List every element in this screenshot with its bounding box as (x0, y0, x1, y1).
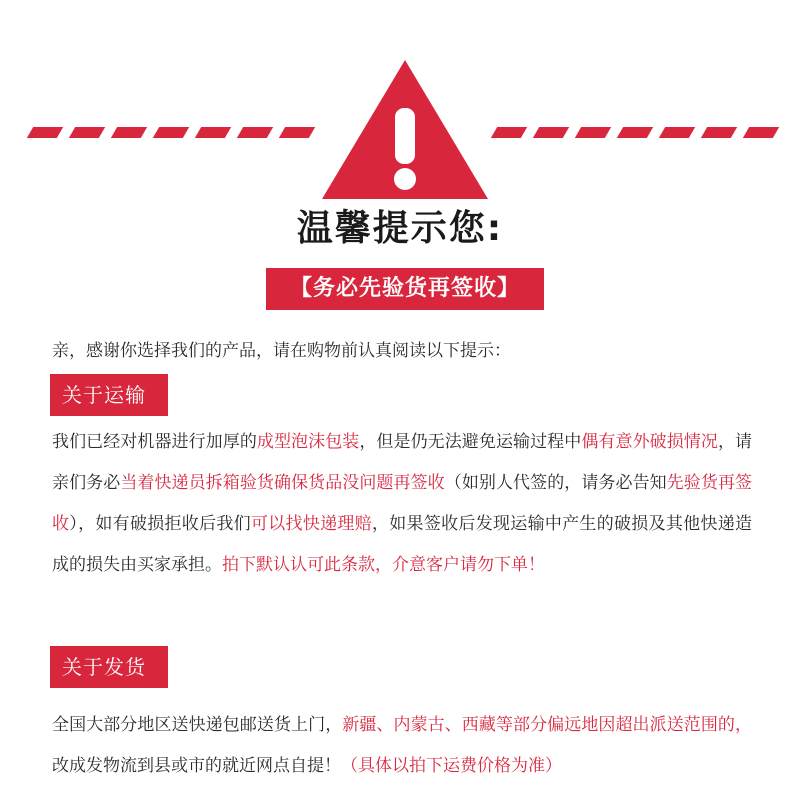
text-segment: （如别人代签的，请务必告知 (444, 473, 667, 493)
text-segment: ，请亲们务必 (52, 432, 753, 493)
text-segment: ，但是仍无法避免运输过程中 (359, 432, 582, 452)
delivery-paragraph (52, 705, 752, 787)
section-label-delivery: 关于发货 (50, 646, 168, 688)
highlight-segment: 拍下默认认可此条款，介意客户请勿下单！ (222, 555, 545, 575)
exclamation-dot (394, 168, 416, 190)
highlight-segment: 可以找快递理赔 (250, 514, 372, 534)
text-segment: 我们已经对机器进行加厚的 (52, 432, 257, 452)
text-segment: 改成发物流到县或市的就近网点自提！ (52, 756, 341, 776)
highlight-segment: 先验货再签收 (52, 473, 753, 534)
shipping-paragraph (52, 422, 752, 586)
exclamation-bar (395, 108, 415, 164)
warning-triangle-icon (320, 58, 490, 201)
text-segment: ，如果签收后发现运输中产生的破损及其他快递造成的损失由买家承担。 (52, 514, 753, 575)
highlight-segment: 偶有意外破损情况 (581, 432, 718, 452)
highlight-segment: 当着快递员拆箱验货确保货品没问题再签收 (120, 473, 445, 493)
intro-text: 亲，感谢你选择我们的产品，请在购物前认真阅读以下提示： (52, 341, 511, 361)
highlight-segment: 新疆、内蒙古、西藏等部分偏远地因超出派送范围的， (342, 715, 753, 735)
inspect-before-sign-banner: 【务必先验货再签收】 (266, 268, 544, 310)
highlight-segment: （具体以拍下运费价格为准） (341, 756, 562, 776)
highlight-segment: 成型泡沫包装 (256, 432, 360, 452)
hazard-stripe-left (30, 127, 312, 138)
text-segment: ），如有破损拒收后我们 (69, 514, 251, 534)
page-title: 温馨提示您: (296, 208, 504, 249)
text-segment: 全国大部分地区送快递包邮送货上门， (52, 715, 343, 735)
hazard-stripe-right (494, 127, 776, 138)
section-label-shipping: 关于运输 (50, 374, 168, 416)
